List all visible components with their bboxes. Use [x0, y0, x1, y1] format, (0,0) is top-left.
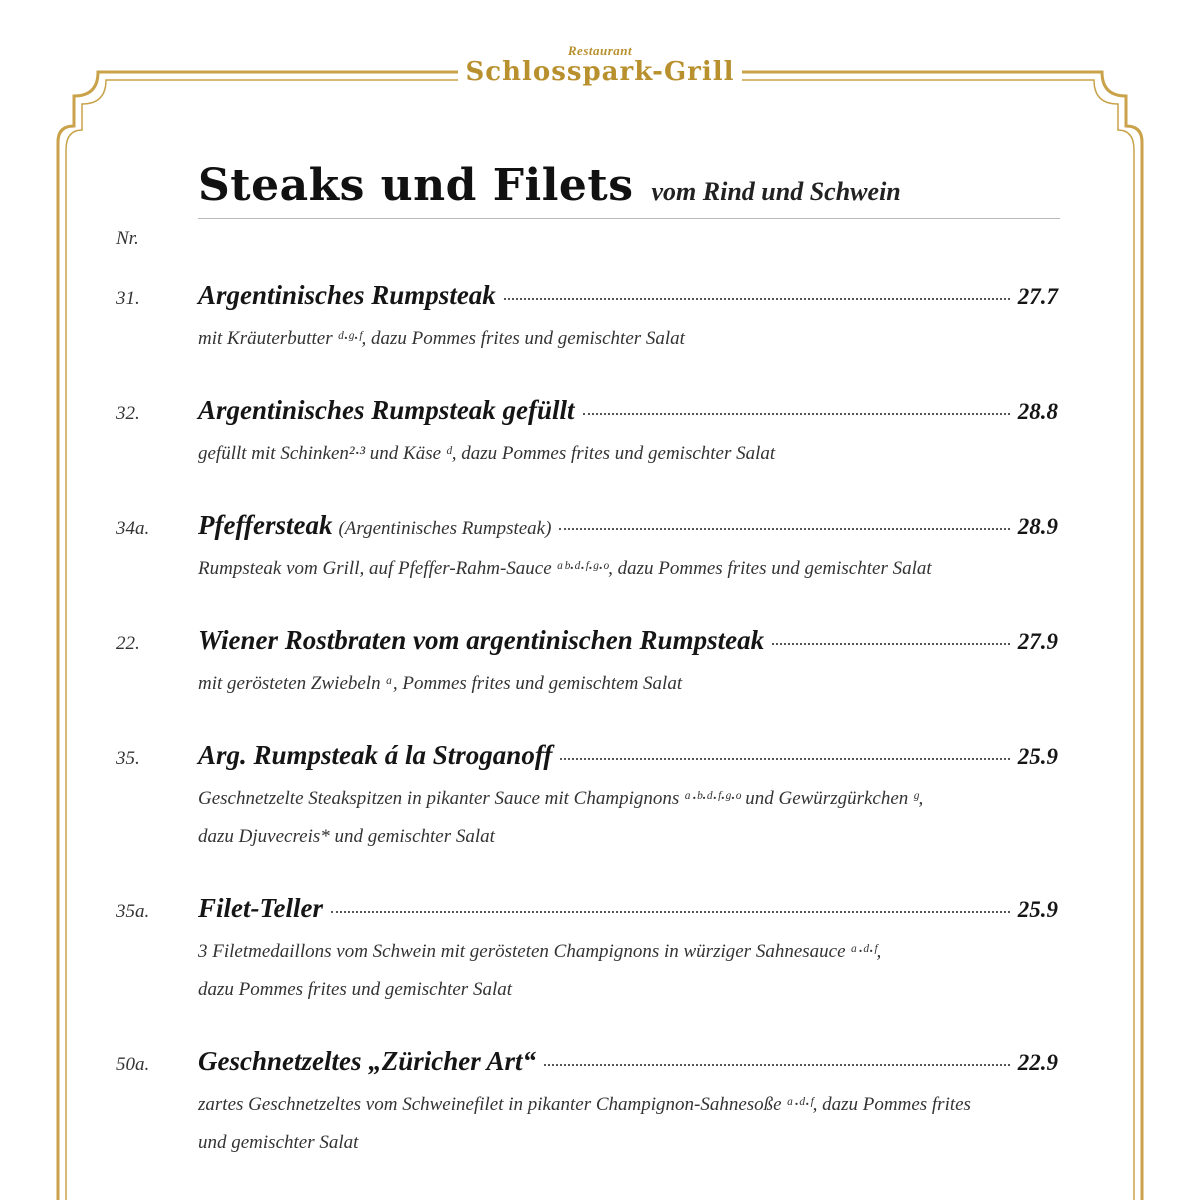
dot-leader	[772, 643, 1010, 645]
dot-leader	[544, 1064, 1010, 1066]
item-title-line	[198, 893, 1058, 929]
item-price: 27.9	[1017, 629, 1058, 654]
number-column-label: Nr.	[116, 228, 139, 249]
item-title-line	[198, 1046, 1058, 1082]
item-description-line: zartes Geschnetzeltes vom Schweinefilet in pikanter Champignon-Sahnesoße ᵃ·ᵈ·ᶠ, dazu Pommes frites	[198, 1094, 971, 1115]
item-number: 22.	[116, 633, 140, 654]
item-number: 32.	[116, 403, 140, 424]
item-description-line: gefüllt mit Schinken²·³ und Käse ᵈ, dazu Pommes frites und gemischter Salat	[198, 443, 776, 464]
item-title-line	[198, 740, 1058, 776]
restaurant-brand	[460, 44, 740, 86]
item-description	[198, 320, 1038, 358]
section-heading	[198, 160, 1060, 219]
dot-leader	[583, 413, 1010, 415]
item-description-line: und gemischter Salat	[198, 1132, 359, 1153]
item-price: 28.8	[1017, 399, 1058, 424]
item-title-line	[198, 510, 1058, 546]
item-number: 50a.	[116, 1054, 150, 1075]
item-description	[198, 665, 1038, 703]
section-title: Steaks und Filets	[198, 160, 634, 211]
item-description-line: dazu Pommes frites und gemischter Salat	[198, 979, 513, 1000]
item-price: 28.9	[1017, 514, 1058, 539]
item-description	[198, 435, 1038, 473]
item-name: Wiener Rostbraten vom argentinischen Rumpsteak	[198, 625, 765, 655]
item-title-line	[198, 280, 1058, 316]
item-title-line	[198, 625, 1058, 661]
item-name: Pfeffersteak	[198, 510, 333, 540]
item-name: Argentinisches Rumpsteak	[198, 280, 496, 310]
dot-leader	[331, 911, 1010, 913]
brand-prefix: Restaurant	[567, 43, 633, 58]
item-description-line: Rumpsteak vom Grill, auf Pfeffer-Rahm-Sauce ᵃᵇ·ᵈ·ᶠ·ᵍ·ᵒ, dazu Pommes frites und gemischter Salat	[198, 558, 932, 579]
item-price: 22.9	[1017, 1050, 1058, 1075]
item-description-line: mit Kräuterbutter ᵈ·ᵍ·ᶠ, dazu Pommes frites und gemischter Salat	[198, 328, 685, 349]
item-price: 25.9	[1017, 744, 1058, 769]
item-number: 34a.	[116, 518, 150, 539]
item-price: 25.9	[1017, 897, 1058, 922]
section-subtitle: vom Rind und Schwein	[651, 177, 901, 206]
item-note: (Argentinisches Rumpsteak)	[338, 518, 552, 539]
item-description-line: mit gerösteten Zwiebeln ᵃ, Pommes frites und gemischtem Salat	[198, 673, 683, 694]
item-title-line	[198, 395, 1058, 431]
item-name: Geschnetzeltes „Züricher Art“	[198, 1046, 537, 1076]
item-number: 31.	[116, 288, 140, 309]
item-description-line: Geschnetzelte Steakspitzen in pikanter Sauce mit Champignons ᵃ·ᵇ·ᵈ·ᶠ·ᵍ·ᵒ und Gewürzgürkchen ᵍ,	[198, 788, 924, 809]
item-description-line: 3 Filetmedaillons vom Schwein mit gerösteten Champignons in würziger Sahnesauce ᵃ·ᵈ·ᶠ,	[198, 941, 882, 962]
item-number: 35a.	[116, 901, 150, 922]
brand-name: Schlosspark-Grill	[465, 57, 735, 87]
item-name: Arg. Rumpsteak á la Stroganoff	[198, 740, 553, 770]
item-price: 27.7	[1017, 284, 1058, 309]
item-name: Argentinisches Rumpsteak gefüllt	[198, 395, 575, 425]
dot-leader	[560, 758, 1009, 760]
item-description-line: dazu Djuvecreis* und gemischter Salat	[198, 826, 495, 847]
item-description	[198, 780, 1038, 856]
item-description	[198, 550, 1038, 588]
item-number: 35.	[116, 748, 140, 769]
item-name: Filet-Teller	[198, 893, 323, 923]
item-description	[198, 1086, 1038, 1162]
dot-leader	[504, 298, 1010, 300]
dot-leader	[559, 528, 1009, 530]
item-description	[198, 933, 1038, 1009]
